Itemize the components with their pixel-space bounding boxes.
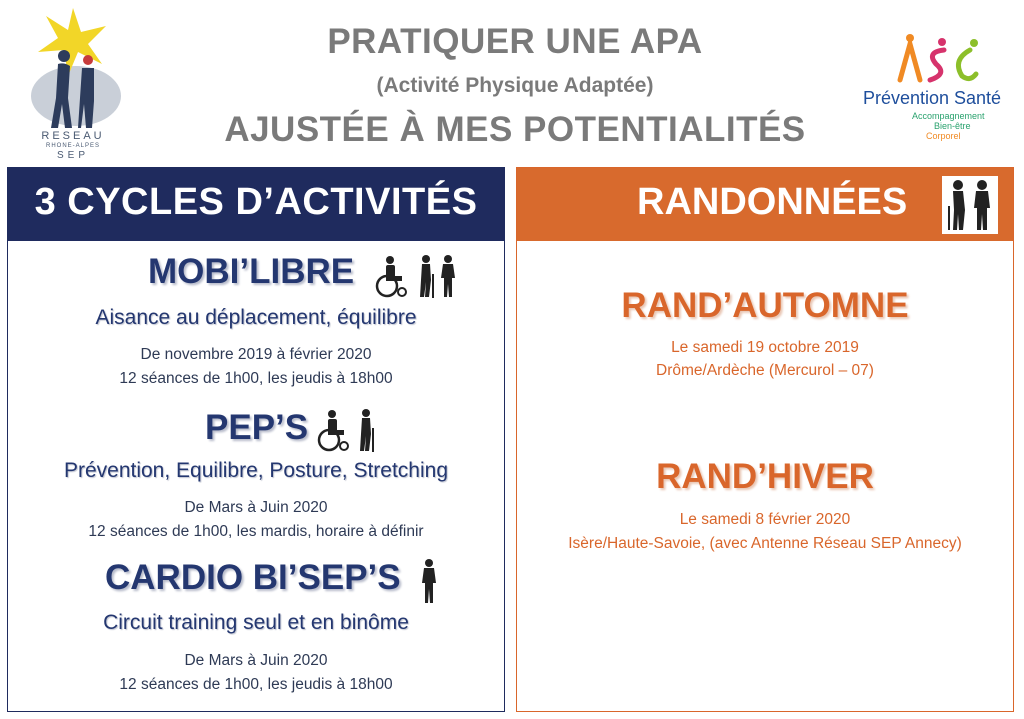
- activity-sessions-cardio: 12 séances de 1h00, les jeudis à 18h00: [119, 676, 393, 693]
- activity-subtitle-peps: Prévention, Equilibre, Posture, Stretching: [63, 459, 449, 482]
- activity-dates-mobilibre: De novembre 2019 à février 2020: [140, 346, 372, 363]
- logo-line-1: RESEAU: [41, 130, 105, 142]
- cycles-panel: [7, 167, 505, 712]
- cycles-header: [8, 168, 504, 241]
- reseau-sep-logo: [18, 6, 128, 161]
- prevention-sante-tag-3: Corporel: [926, 131, 961, 141]
- activity-dates-peps: De Mars à Juin 2020: [184, 499, 328, 516]
- prevention-sante-logo: [852, 30, 1012, 140]
- mobilibre-icons: [374, 254, 458, 298]
- cardio-icons: [416, 558, 442, 604]
- hike-title-automne: RAND’AUTOMNE: [621, 286, 909, 325]
- prevention-sante-tag-1: Accompagnement: [912, 111, 985, 121]
- activity-dates-cardio: De Mars à Juin 2020: [184, 652, 328, 669]
- hikes-panel: [516, 167, 1014, 712]
- cycles-heading: 3 CYCLES D’ACTIVITÉS: [34, 181, 478, 223]
- activity-subtitle-mobilibre: Aisance au déplacement, équilibre: [95, 306, 417, 329]
- asc-figures-logo-icon: [852, 30, 1012, 85]
- logo-line-3: SEP: [56, 150, 89, 161]
- hikers-icon: [942, 176, 998, 234]
- hikes-heading: RANDONNÉES: [637, 181, 908, 223]
- hike-title-hiver: RAND’HIVER: [656, 457, 874, 496]
- cane-walker-icon: [420, 255, 434, 298]
- activity-title-peps: PEP’S: [205, 408, 309, 447]
- hike-date-automne: Le samedi 19 octobre 2019: [671, 339, 859, 356]
- hikers-icon-box: [942, 176, 998, 234]
- logo-line-2: RHONE-ALPES: [45, 143, 100, 149]
- page-title-second: AJUSTÉE À MES POTENTIALITÉS: [224, 110, 806, 149]
- wheelchair-icon: [377, 256, 406, 296]
- page-subtitle: (Activité Physique Adaptée): [376, 74, 654, 97]
- prevention-sante-tag-2: Bien-être: [934, 121, 971, 131]
- wheelchair-icon: [319, 410, 348, 450]
- hike-place-automne: Drôme/Ardèche (Mercurol – 07): [656, 362, 874, 379]
- cane-walker-icon: [360, 409, 374, 452]
- walker-icon: [441, 255, 455, 297]
- page-title: PRATIQUER UNE APA: [327, 22, 703, 61]
- peps-icons: [316, 408, 378, 452]
- activity-sessions-mobilibre: 12 séances de 1h00, les jeudis à 18h00: [119, 370, 393, 387]
- hikes-header: [517, 168, 1013, 241]
- walker-icon: [422, 559, 436, 603]
- prevention-sante-name: Prévention Santé: [862, 88, 1002, 108]
- activity-subtitle-cardio: Circuit training seul et en binôme: [103, 611, 409, 634]
- star-figures-logo-icon: [18, 6, 128, 131]
- hike-place-hiver: Isère/Haute-Savoie, (avec Antenne Réseau SEP Annecy): [568, 535, 962, 552]
- activity-sessions-peps: 12 séances de 1h00, les mardis, horaire à définir: [88, 523, 424, 540]
- hike-date-hiver: Le samedi 8 février 2020: [679, 511, 851, 528]
- activity-title-mobilibre: MOBI’LIBRE: [148, 252, 355, 291]
- activity-title-cardio: CARDIO BI’SEP’S: [105, 558, 401, 597]
